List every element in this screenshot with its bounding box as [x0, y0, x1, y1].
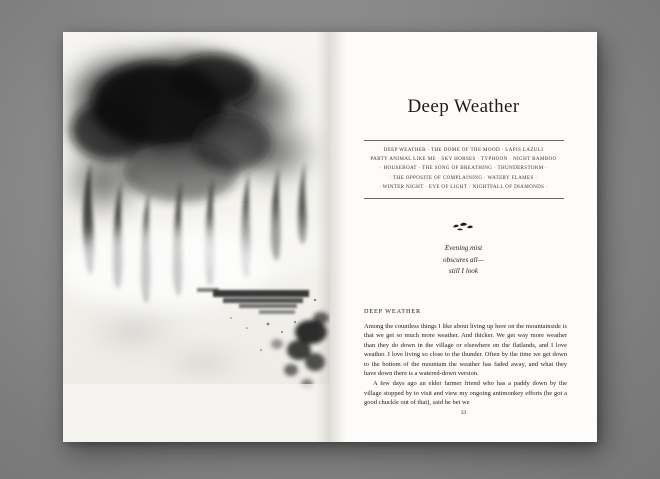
body-paragraph: Among the countless things I like about living up here on the mountainside is that we get so much more weather. And thicker. We get way more weather than they do down in the village or elsewhere on the flatlands, and I love weather. I love living so close to the thunder. Often by the time we get down to the bottom of the mountain the weather has faded away, and what they have down there is a watered-down version.	[364, 322, 567, 378]
contents-line: · HOUSEBOAT · THE SONG OF BREATHING · THUNDERSTORM ·	[379, 165, 548, 172]
contents-line: · THE OPPOSITE OF COMPLAINING · WATERY FLAMES ·	[389, 174, 538, 181]
contents-line: DEEP WEATHER · THE DOME OF THE MOOD · LAPIS LAZULI	[383, 147, 544, 153]
contents-line: PARTY ANIMAL LIKE ME · SKY HORSES · TYPHOON · NIGHT BAMBOO	[370, 156, 557, 163]
epigraph-line: obscures all—	[442, 255, 485, 264]
epigraph-line: still I look	[448, 267, 479, 276]
section-running-head: DEEP WEATHER	[364, 307, 422, 315]
chapter-title: Deep Weather	[407, 96, 520, 117]
epigraph	[389, 243, 539, 278]
body-paragraph: A few days ago an elder farmer friend who has a paddy down by the village stopped by to visit and view my ongoing antimonkey efforts (he got a good chuckle out of that), said he bet we	[364, 380, 567, 407]
birds-ornament-icon	[330, 221, 597, 235]
ink-wash-landscape-illustration	[63, 32, 330, 442]
book-spread	[63, 32, 597, 442]
illustration-page	[63, 32, 330, 442]
body-text-block	[330, 308, 597, 408]
contents-line: · WINTER NIGHT · EYE OF LIGHT · NIGHTFALL OF DIAMONDS ·	[378, 183, 549, 190]
chapter-contents-list	[364, 140, 564, 199]
page-number: 33	[460, 410, 467, 416]
epigraph-line: Evening mist	[444, 244, 483, 253]
text-page	[330, 32, 597, 442]
birds-ornament-svg	[451, 221, 477, 232]
